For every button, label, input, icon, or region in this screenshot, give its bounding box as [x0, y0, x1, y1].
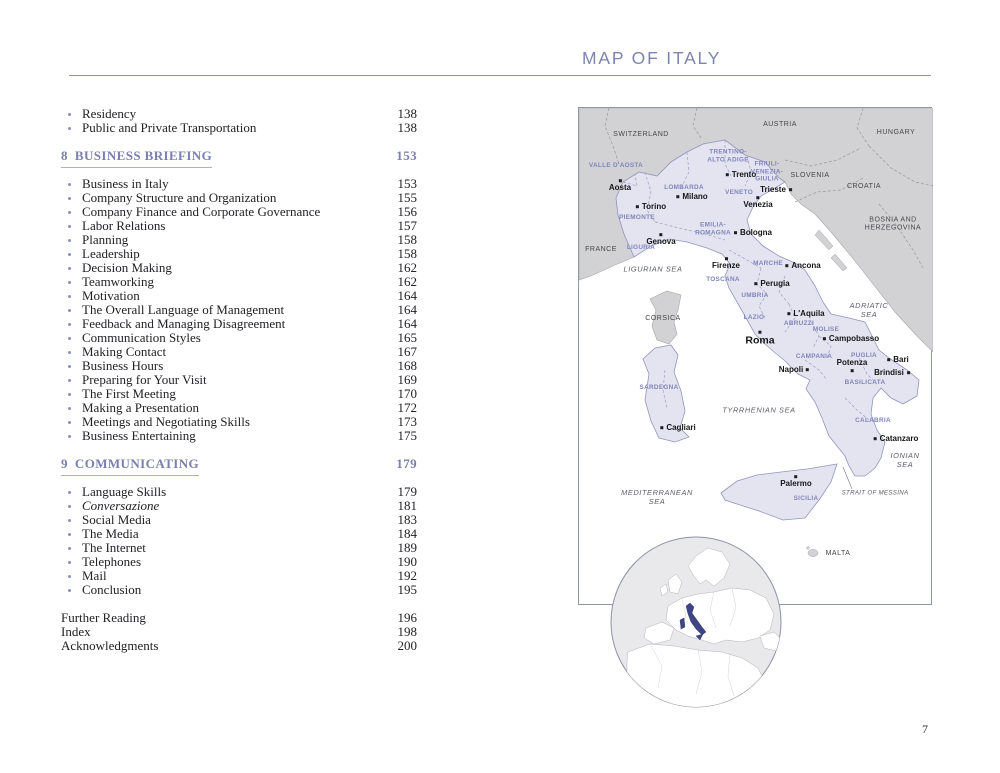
region-label: LAZIO: [743, 314, 765, 322]
toc-entry-label: Social Media: [82, 512, 151, 527]
chapter-title: BUSINESS BRIEFING: [74, 148, 213, 163]
toc-entry-left: [61, 638, 375, 654]
toc-entry: [61, 205, 417, 219]
country-label: AUSTRIA: [763, 120, 797, 128]
country-label: SLOVENIA: [790, 171, 830, 179]
bullet-icon: [68, 225, 71, 228]
toc-entry: [61, 247, 417, 261]
toc-entry-label: The Overall Language of Management: [82, 302, 285, 317]
toc-entry: [61, 499, 417, 513]
toc-entry: [61, 583, 417, 597]
country-label: CORSICA: [645, 314, 681, 322]
sicily-shape: [721, 464, 837, 520]
toc-entry-page: 181: [397, 498, 417, 513]
toc-entry-label: Meetings and Negotiating Skills: [82, 414, 250, 429]
bullet-icon: [68, 309, 71, 312]
toc-entry-label: Language Skills: [82, 484, 167, 499]
bullet-icon: [68, 267, 71, 270]
toc-entry: [61, 373, 417, 387]
toc-entry: [61, 177, 417, 191]
toc-entry: [61, 639, 417, 653]
chapter-heading: [61, 456, 417, 475]
bullet-icon: [68, 183, 71, 186]
city-name: Potenza: [836, 358, 868, 368]
toc-entry-label: The Media: [82, 526, 139, 541]
toc-entry: [61, 429, 417, 443]
chapter-page: 179: [396, 456, 417, 471]
city-name: Venezia: [743, 200, 773, 210]
toc-entry-page: 164: [397, 316, 417, 331]
city-name: Trento: [731, 170, 757, 180]
label-line: IONIAN: [890, 451, 920, 461]
city-name: Torino: [641, 202, 667, 212]
toc-entry: [61, 121, 417, 135]
toc-entry-page: 200: [397, 638, 417, 653]
toc-entry-page: 168: [397, 358, 417, 373]
country-label: CROATIA: [846, 182, 882, 190]
toc-entry-page: 195: [397, 582, 417, 597]
bullet-icon: [68, 379, 71, 382]
city-name: Milano: [682, 192, 708, 202]
toc: [61, 107, 417, 653]
toc-entry: [61, 415, 417, 429]
label-line: SEA: [896, 460, 914, 469]
bullet-icon: [68, 519, 71, 522]
label-line: VENEZIA-: [750, 168, 784, 176]
toc-entry: [61, 359, 417, 373]
toc-entry-label: Public and Private Transportation: [82, 120, 257, 135]
toc-entry: [61, 275, 417, 289]
toc-entry-label: Further Reading: [61, 610, 146, 625]
toc-entry-label: Index: [61, 624, 91, 639]
city-name: Perugia: [760, 279, 790, 289]
region-label: MOLISE: [812, 326, 840, 334]
region-label: BASILICATA: [844, 379, 886, 387]
label-line: ALTO ADIGE: [707, 156, 749, 163]
toc-entry-page: 169: [397, 372, 417, 387]
label-line: MEDITERRANEAN: [621, 488, 693, 498]
city-name: Cagliari: [666, 423, 696, 433]
toc-entry-label: Making Contact: [82, 344, 167, 359]
corsica-shape: [650, 291, 681, 344]
chapter-page: 153: [396, 148, 417, 163]
toc-entry-page: 164: [397, 288, 417, 303]
chapter-heading: [61, 148, 417, 167]
strait-label: STRAIT OF MESSINA: [841, 489, 909, 497]
region-label: SARDEGNA: [639, 384, 679, 392]
toc-entry: [61, 219, 417, 233]
toc-entry-page: 164: [397, 302, 417, 317]
bullet-icon: [68, 435, 71, 438]
page-number: 7: [922, 722, 928, 736]
region-label: LOMBARDA: [664, 184, 704, 192]
toc-entry-page: 138: [397, 120, 417, 135]
country-label: SWITZERLAND: [613, 130, 669, 138]
toc-entry-label: Planning: [82, 232, 129, 247]
region-label: SICILIA: [793, 495, 819, 503]
label-line: TRENTINO-: [709, 148, 747, 156]
toc-entry-label: Company Finance and Corporate Governance: [82, 204, 321, 219]
toc-entry-page: 162: [397, 274, 417, 289]
toc-entry-label: Preparing for Your Visit: [82, 372, 207, 387]
region-label: TOSCANA: [706, 276, 740, 284]
bullet-icon: [68, 239, 71, 242]
bullet-icon: [68, 421, 71, 424]
region-label: LIGURIA: [626, 244, 656, 252]
region-label: CALABRIA: [855, 417, 891, 425]
toc-entry-page: 173: [397, 414, 417, 429]
toc-entry-label: Mail: [82, 568, 107, 583]
toc-entry: [61, 191, 417, 205]
bullet-icon: [68, 337, 71, 340]
toc-entry-page: 196: [397, 610, 417, 625]
label-line: SEA: [860, 310, 878, 319]
toc-entry-page: 138: [397, 106, 417, 121]
toc-entry-page: 158: [397, 232, 417, 247]
city-name: Bari: [893, 355, 909, 365]
toc-entry-left: [61, 428, 375, 444]
toc-entry-page: 189: [397, 540, 417, 555]
toc-entry-label: The Internet: [82, 540, 146, 555]
toc-entry: [61, 401, 417, 415]
toc-entry: [61, 513, 417, 527]
malta-shape: [808, 549, 818, 556]
toc-entry-label: Communication Styles: [82, 330, 201, 345]
city-name: Catanzaro: [879, 434, 919, 444]
city-name: Ancona: [791, 261, 821, 271]
bullet-icon: [68, 393, 71, 396]
region-label: MARCHE: [753, 260, 783, 268]
toc-entry-label: Motivation: [82, 288, 140, 303]
title-rule: [69, 75, 931, 76]
bullet-icon: [68, 197, 71, 200]
toc-entry-label: Telephones: [82, 554, 142, 569]
toc-entry-page: 156: [397, 204, 417, 219]
label-line: ADRIATIC: [849, 301, 889, 311]
label-line: HERZEGOVINA: [864, 225, 922, 232]
toc-entry: [61, 107, 417, 121]
country-label: MALTA: [825, 549, 851, 557]
city-name: L'Aquila: [793, 309, 825, 319]
spacer: [61, 597, 417, 611]
toc-entry: [61, 233, 417, 247]
label-line: EMILIA-: [700, 221, 726, 229]
toc-entry-label: Teamworking: [82, 274, 155, 289]
label-line: BOSNIA AND: [869, 216, 917, 224]
sea-label: LIGURIAN SEA: [623, 264, 683, 274]
bullet-icon: [68, 295, 71, 298]
bullet-icon: [68, 547, 71, 550]
toc-entry: [61, 345, 417, 359]
bullet-icon: [68, 575, 71, 578]
toc-entry: [61, 611, 417, 625]
bullet-icon: [68, 323, 71, 326]
sardinia-shape: [643, 345, 689, 442]
toc-entry: [61, 527, 417, 541]
region-label: PIEMONTE: [619, 214, 655, 222]
label-line: FRIULI-: [754, 160, 780, 168]
toc-entry: [61, 625, 417, 639]
chapter-number: 9: [61, 456, 68, 471]
chapter-heading-text: [61, 456, 199, 476]
bullet-icon: [68, 561, 71, 564]
toc-entry: [61, 555, 417, 569]
chapter-number: 8: [61, 148, 68, 163]
toc-entry-left: [61, 582, 375, 598]
toc-entry-page: 175: [397, 428, 417, 443]
toc-entry-left: [61, 120, 375, 136]
toc-entry-label: Business Hours: [82, 358, 164, 373]
toc-entry-label: Residency: [82, 106, 137, 121]
city-name: Aosta: [608, 183, 632, 193]
city-name: Brindisi: [874, 368, 904, 378]
toc-entry: [61, 387, 417, 401]
label-line: SEA: [648, 497, 666, 506]
chapter-title: COMMUNICATING: [74, 456, 200, 471]
toc-entry-page: 179: [397, 484, 417, 499]
toc-entry-page: 170: [397, 386, 417, 401]
chapter-heading-text: [61, 148, 212, 168]
bullet-icon: [68, 253, 71, 256]
bullet-icon: [68, 211, 71, 214]
map-frame: [578, 107, 932, 605]
toc-entry-page: 155: [397, 190, 417, 205]
toc-entry-label: Decision Making: [82, 260, 172, 275]
city-name: Roma: [745, 334, 775, 347]
region-label: UMBRIA: [741, 292, 769, 300]
toc-entry: [61, 317, 417, 331]
region-label: VALLE D'AOSTA: [588, 162, 644, 170]
toc-entry: [61, 541, 417, 555]
bullet-icon: [68, 533, 71, 536]
toc-entry-label: Feedback and Managing Disagreement: [82, 316, 286, 331]
region-label: PUGLIA: [851, 352, 877, 360]
bullet-icon: [68, 113, 71, 116]
globe-inset: [610, 536, 782, 708]
toc-entry-page: 157: [397, 218, 417, 233]
page-title: MAP OF ITALY: [582, 48, 722, 68]
label-line: GIULIA: [755, 175, 779, 183]
bullet-icon: [68, 407, 71, 410]
toc-entry-label: Conversazione: [82, 498, 160, 513]
toc-entry-label: Leadership: [82, 246, 140, 261]
toc-entry-page: 183: [397, 512, 417, 527]
country-label: HUNGARY: [876, 128, 916, 136]
toc-entry: [61, 485, 417, 499]
city-name: Trieste: [760, 185, 786, 195]
bullet-icon: [68, 351, 71, 354]
label-line: ROMAGNA: [695, 229, 731, 236]
toc-entry-label: Labor Relations: [82, 218, 166, 233]
city-name: Bologna: [740, 228, 772, 238]
toc-entry: [61, 289, 417, 303]
city-name: Genova: [646, 237, 676, 247]
toc-entry-page: 167: [397, 344, 417, 359]
toc-entry-label: Company Structure and Organization: [82, 190, 277, 205]
city-name: Firenze: [711, 261, 741, 271]
sea-label: TYRRHENIAN SEA: [722, 405, 796, 415]
toc-entry-page: 172: [397, 400, 417, 415]
country-label: FRANCE: [585, 245, 617, 253]
toc-entry-label: Business in Italy: [82, 176, 169, 191]
city-name: Napoli: [778, 365, 804, 375]
toc-entry-label: Acknowledgments: [61, 638, 159, 653]
region-label: CAMPANIA: [795, 353, 833, 361]
toc-entry-label: Making a Presentation: [82, 400, 199, 415]
bullet-icon: [68, 491, 71, 494]
toc-entry: [61, 261, 417, 275]
bullet-icon: [68, 127, 71, 130]
bullet-icon: [68, 589, 71, 592]
italy-map-svg: [579, 108, 933, 606]
toc-entry: [61, 303, 417, 317]
toc-entry: [61, 331, 417, 345]
bullet-icon: [68, 281, 71, 284]
toc-entry-page: 198: [397, 624, 417, 639]
toc-entry-label: The First Meeting: [82, 386, 176, 401]
toc-entry-page: 192: [397, 568, 417, 583]
toc-entry-page: 190: [397, 554, 417, 569]
toc-entry-page: 165: [397, 330, 417, 345]
toc-entry-page: 184: [397, 526, 417, 541]
city-name: Campobasso: [828, 334, 880, 344]
region-label: VENETO: [725, 189, 753, 197]
toc-entry: [61, 569, 417, 583]
toc-entry-page: 158: [397, 246, 417, 261]
toc-entry-label: Conclusion: [82, 582, 142, 597]
bullet-icon: [68, 505, 71, 508]
toc-entry-page: 162: [397, 260, 417, 275]
city-name: Palermo: [780, 479, 812, 489]
toc-entry-page: 153: [397, 176, 417, 191]
bullet-icon: [68, 365, 71, 368]
region-label: ABRUZZI: [783, 320, 815, 328]
toc-entry-label: Business Entertaining: [82, 428, 196, 443]
